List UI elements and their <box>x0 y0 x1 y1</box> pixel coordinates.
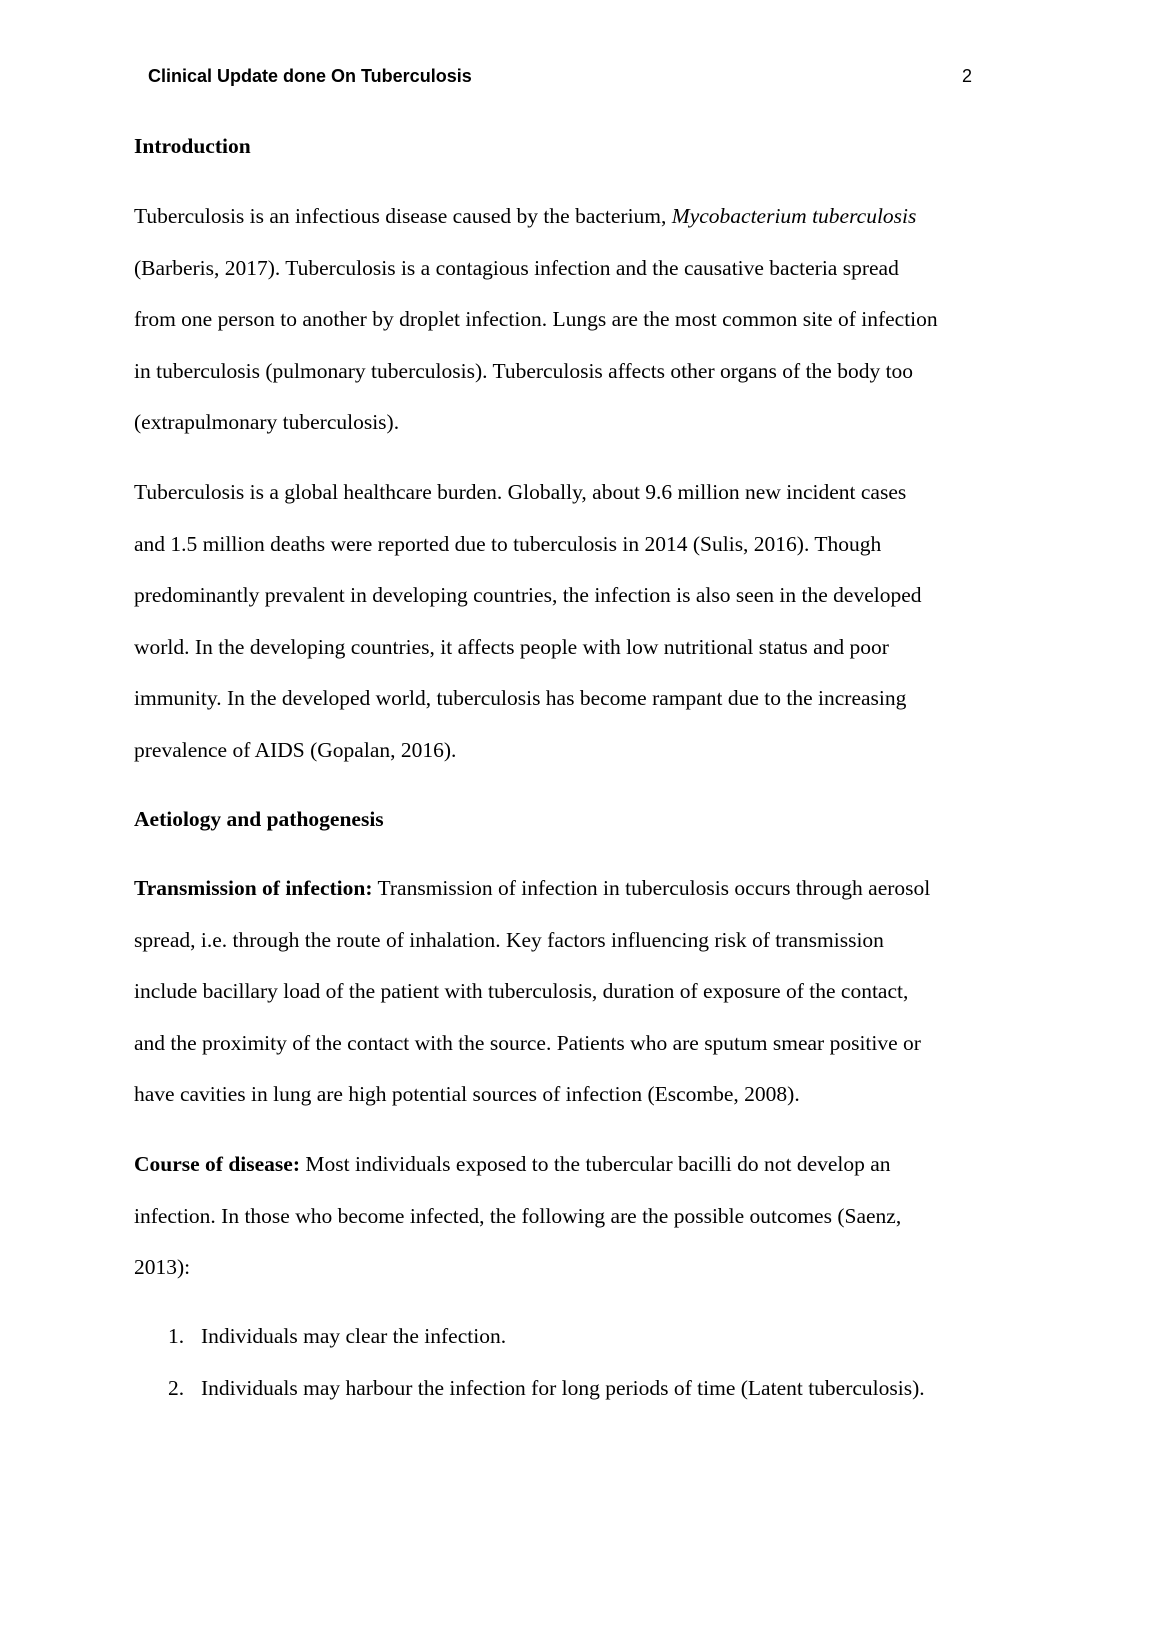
text: Transmission of infection in tuberculosis occurs through aerosol <box>372 876 931 900</box>
line: spread, i.e. through the route of inhalation. Key factors influencing risk of transmission <box>134 927 884 952</box>
line: infection. In those who become infected, the following are the possible outcomes (Saenz, <box>134 1203 902 1228</box>
list-number: 2. <box>168 1376 185 1400</box>
list-item: Individuals may harbour the infection for long periods of time (Latent tuberculosis). <box>201 1376 925 1400</box>
line: world. In the developing countries, it affects people with low nutritional status and poor <box>134 634 889 659</box>
line: from one person to another by droplet infection. Lungs are the most common site of infection <box>134 307 938 331</box>
line: in tuberculosis (pulmonary tuberculosis). Tuberculosis affects other organs of the body too <box>134 358 914 383</box>
line: have cavities in lung are high potential sources of infection (Escombe, 2008). <box>134 1082 800 1106</box>
line <box>134 1139 901 1191</box>
line: predominantly prevalent in developing countries, the infection is also seen in the developed <box>134 583 922 607</box>
line: Tuberculosis is a global healthcare burden. Globally, about 9.6 million new incident cases <box>134 480 907 504</box>
text: Most individuals exposed to the tubercular bacilli do not develop an <box>300 1152 891 1176</box>
heading-text: Aetiology and pathogenesis <box>134 807 384 831</box>
list-item: Individuals may clear the infection. <box>201 1324 507 1348</box>
paragraph-transmission <box>134 863 930 1121</box>
paragraph-1 <box>134 191 938 449</box>
line: prevalence of AIDS (Gopalan, 2016). <box>134 737 457 762</box>
line <box>134 191 938 243</box>
paragraph-course <box>134 1139 901 1294</box>
paragraph-2 <box>134 467 922 776</box>
line: (Barberis, 2017). Tuberculosis is a contagious infection and the causative bacteria spread <box>134 255 899 280</box>
heading-text: Introduction <box>134 134 251 158</box>
list-number: 1. <box>168 1324 185 1348</box>
lead-in: Course of disease: <box>134 1152 301 1176</box>
line: include bacillary load of the patient with tuberculosis, duration of exposure of the contact, <box>134 979 909 1003</box>
line: 2013): <box>134 1255 191 1279</box>
line: and the proximity of the contact with the source. Patients who are sputum smear positive or <box>134 1030 921 1055</box>
page-number: 2 <box>962 66 973 86</box>
text: Tuberculosis is an infectious disease caused by the bacterium, <box>134 204 672 228</box>
running-header: Clinical Update done On Tuberculosis <box>148 66 472 86</box>
heading-introduction <box>134 121 251 173</box>
line: (extrapulmonary tuberculosis). <box>134 410 400 434</box>
heading-aetiology <box>134 794 384 846</box>
lead-in: Transmission of infection: <box>134 876 373 900</box>
line <box>134 863 930 915</box>
species-name: Mycobacterium tuberculosis <box>671 204 917 228</box>
line: immunity. In the developed world, tuberculosis has become rampant due to the increasing <box>134 686 907 710</box>
line: and 1.5 million deaths were reported due to tuberculosis in 2014 (Sulis, 2016). Though <box>134 531 882 556</box>
